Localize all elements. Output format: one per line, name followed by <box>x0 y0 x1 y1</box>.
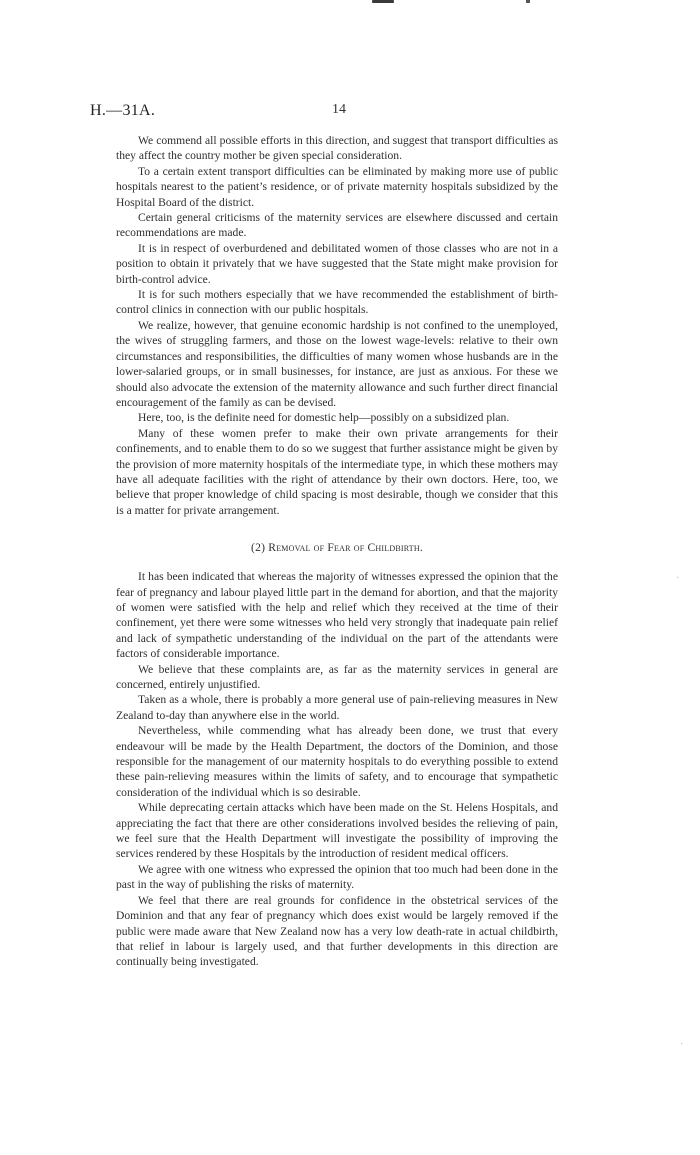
scan-speck: · <box>676 573 680 584</box>
paragraph: It is for such mothers especially that we have recommended the establishment of birth-control clinics in connection with our public hospitals. <box>116 288 558 317</box>
paragraph: While deprecating certain attacks which have been made on the St. Helens Hospitals, and appreciating the fact that there are other considerations involved besides the relieving of pain, we feel sure that the Health Department will investigate the possibility of improving the services rendered by these Hospitals by the introduction of resident medical officers. <box>116 801 558 861</box>
paragraph: It is in respect of overburdened and debilitated women of those classes who are not in a position to obtain it privately that we have suggested that the State might make provision for birth-control advice. <box>116 241 558 286</box>
paragraph: Taken as a whole, there is probably a more general use of pain-relieving measures in New Zealand to-day than anywhere else in the world. <box>116 693 558 722</box>
paragraph: We commend all possible efforts in this direction, and suggest that transport difficulties as they affect the country mother be given special consideration. <box>116 134 558 163</box>
page-header <box>90 102 610 126</box>
paragraph: To a certain extent transport difficulties can be eliminated by making more use of public hospitals nearest to the patient’s residence, or of private maternity hospitals subsidized by the Hospital Board of the district. <box>116 164 558 209</box>
paragraph: We believe that these complaints are, as far as the maternity services in general are concerned, entirely unjustified. <box>116 662 558 691</box>
paragraph: Many of these women prefer to make their own private arrangements for their confinements, and to enable them to do so we suggest that further assistance might be given by the provision of more maternity hospitals of the intermediate type, in which these mothers may have all adequate facilities with the right of attendance by their own doctors. Here, too, we believe that proper knowledge of child spacing is most desirable, though we consider that this is a matter for private arrangement. <box>116 426 558 517</box>
document-reference: H.—31A. <box>90 102 156 119</box>
scan-speck: · <box>680 1039 684 1050</box>
section-heading: (2) Removal of Fear of Childbirth. <box>251 541 423 555</box>
paragraph: Here, too, is the definite need for domestic help—possibly on a subsidized plan. <box>138 411 510 425</box>
page-number: 14 <box>332 102 346 117</box>
paragraph: Certain general criticisms of the maternity services are elsewhere discussed and certain recommendations are made. <box>116 211 558 240</box>
paragraph: Nevertheless, while commending what has already been done, we trust that every endeavour will be made by the Health Department, the doctors of the Dominion, and those responsible for the management of our maternity hospitals to do everything possible to extend these pain-relieving measures within the limits of safety, and to encourage that sympathetic consideration of the individual which is so desirable. <box>116 724 558 799</box>
paragraph: We agree with one witness who expressed the opinion that too much had been done in the past in the way of publishing the risks of maternity. <box>116 862 558 892</box>
paragraph: We feel that there are real grounds for confidence in the obstetrical services of the Dominion and that any fear of pregnancy which does exist would be largely removed if the public were made aware that New Zealand now has a very low death-rate in actual childbirth, that relief in labour is largely used, and that further developments in this direction are continually being investigated. <box>116 893 558 969</box>
page-body <box>116 133 558 970</box>
paragraph: It has been indicated that whereas the majority of witnesses expressed the opinion that the fear of pregnancy and labour played little part in the demand for abortion, and that the majority of women were satisfied with the help and relief which they received at the time of their confinement, yet there were some witnesses who held very strongly that inadequate pain relief and lack of sympathetic understanding of the individual on the part of the attendants were factors of considerable importance. <box>116 570 558 661</box>
scan-mark <box>526 0 530 3</box>
scan-mark <box>372 0 394 3</box>
paragraph: We realize, however, that genuine economic hardship is not confined to the unemployed, the wives of struggling farmers, and those on the lowest wage-levels: relative to their own circumstances and responsibilities, the difficulties of many women whose husbands are in the lower-salaried groups, or in small businesses, for instance, are just as anxious. For these we should also advocate the extension of the maternity allowance and such further direct financial encouragement of the family as can be devised. <box>116 318 558 409</box>
